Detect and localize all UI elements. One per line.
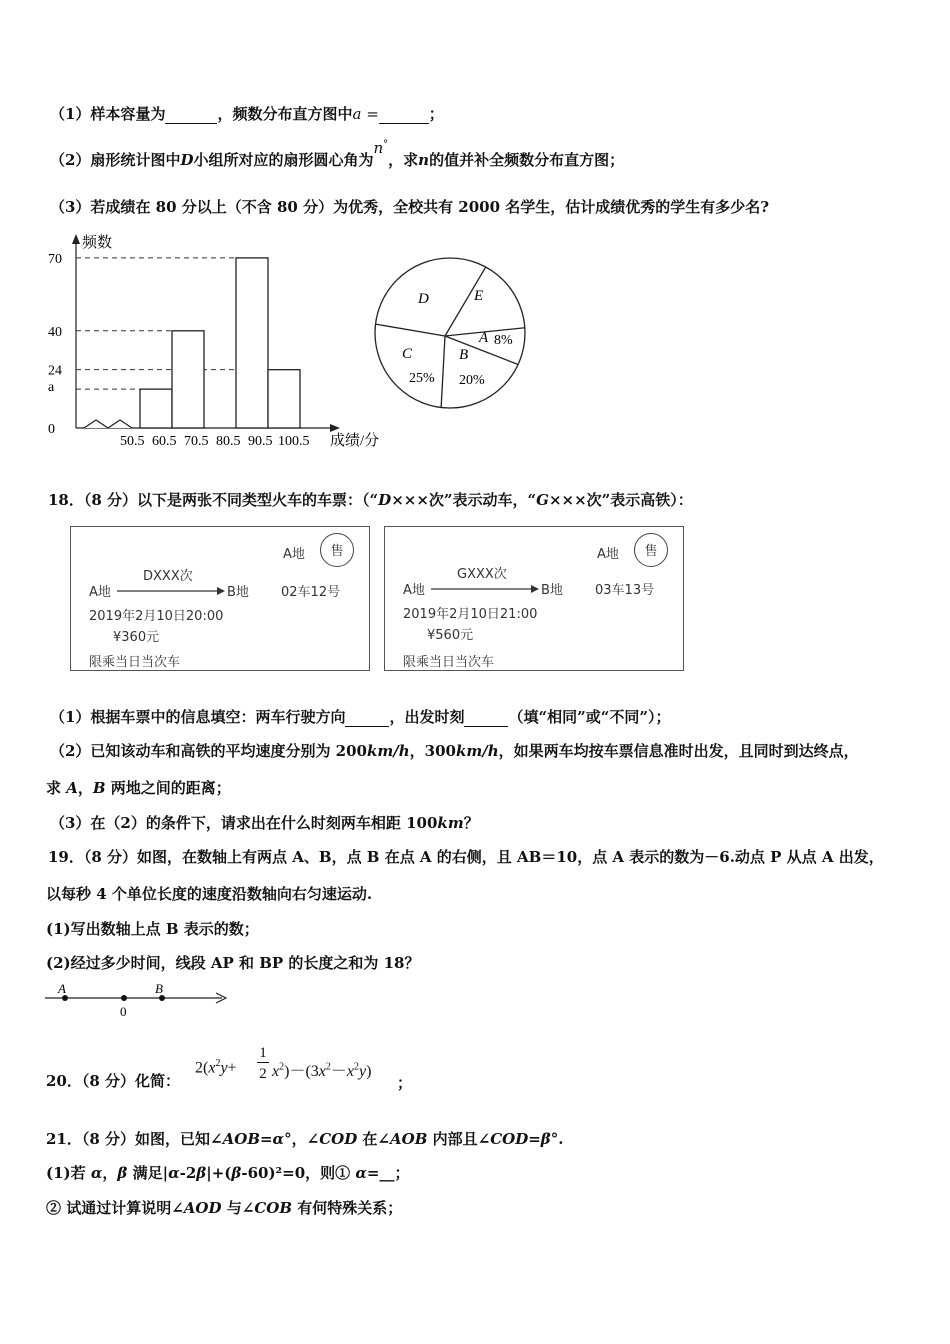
departure-datetime: 2019年2月10日21:00 xyxy=(403,607,538,622)
departure-station: A地 xyxy=(403,583,425,598)
q18-part2-cont: 求 A，B 两地之间的距离； xyxy=(46,779,231,797)
label-b: B xyxy=(155,981,163,996)
pie-percent-label-C: 25% xyxy=(409,371,435,386)
seat-number: 02车12号 xyxy=(281,585,341,600)
train-number: GXXX次 xyxy=(457,567,507,582)
y-tick-label: 0 xyxy=(48,422,55,437)
pie-slice-label-D: D xyxy=(418,291,429,307)
q18-part1: （1）根据车票中的信息填空：两车行驶方向 ，出发时刻 （填“相同”或“不同”）； xyxy=(50,708,671,726)
answer-blank[interactable] xyxy=(379,105,429,124)
fraction: 1 2 xyxy=(257,1044,269,1085)
q21-part1: (1)若 α，β 满足|α-2β|+(β-60)²=0，则① α=__； xyxy=(46,1164,410,1182)
q21-part2: ② 试通过计算说明∠AOD 与∠COB 有何特殊关系； xyxy=(46,1199,403,1217)
x-tick-label: 70.5 xyxy=(184,434,209,449)
pie-slice-edge-C xyxy=(441,336,445,407)
departure-station: A地 xyxy=(89,585,111,600)
train-number: DXXX次 xyxy=(143,569,193,584)
q19-intro-cont: 以每秒 4 个单位长度的速度沿数轴向右匀速运动. xyxy=(46,885,373,903)
q20-tail: ； xyxy=(397,1074,413,1092)
q19-part2: (2)经过多少时间，线段 AP 和 BP 的长度之和为 18？ xyxy=(46,954,420,972)
label-origin: 0 xyxy=(120,1004,127,1019)
x-axis-label: 成绩/分 xyxy=(330,433,380,449)
number-line xyxy=(40,980,240,1024)
x-tick-label: 80.5 xyxy=(216,434,241,449)
pie-slice-label-B: B xyxy=(459,347,469,363)
q19-intro: 19．（8 分）如图，在数轴上有两点 A、B，点 B 在点 A 的右侧，且 AB＝10，点 A 表示的数为－6.动点 P 从点 A 出发， xyxy=(48,848,884,866)
ticket-station: A地 xyxy=(283,547,305,562)
pie-slice-edge-D xyxy=(376,324,445,336)
y-axis-label: 频数 xyxy=(82,235,113,251)
q17-part2: （2）扇形统计图中D小组所对应的扇形圆心角为n°，求n的值并补全频数分布直方图； xyxy=(50,139,625,169)
label-a: A xyxy=(58,981,66,996)
ticket-note: 限乘当日当次车 xyxy=(403,655,495,670)
ticket-station: A地 xyxy=(597,547,619,562)
y-tick-label: a xyxy=(48,380,55,396)
x-tick-label: 50.5 xyxy=(120,434,145,449)
y-tick-label: 40 xyxy=(48,324,62,340)
seat-number: 03车13号 xyxy=(595,583,655,598)
ticket-price: ¥360元 xyxy=(113,630,160,645)
histogram-bar-1 xyxy=(140,389,172,428)
histogram-bar-5 xyxy=(268,370,300,428)
ticket-price: ¥560元 xyxy=(427,628,474,643)
sale-stamp: 售 xyxy=(320,533,354,567)
arrival-station: B地 xyxy=(541,583,563,598)
train-ticket-g xyxy=(384,526,684,671)
q18-part3: （3）在（2）的条件下，请求出在什么时刻两车相距 100km？ xyxy=(50,814,479,832)
x-tick-label: 90.5 xyxy=(248,434,273,449)
q20-label: 20．（8 分）化简： xyxy=(46,1072,181,1090)
direction-arrow xyxy=(115,585,227,597)
departure-datetime: 2019年2月10日20:00 xyxy=(89,609,224,624)
y-tick-label: 70 xyxy=(48,251,62,267)
q17-part1: （1）样本容量为 ，频数分布直方图中a = ； xyxy=(50,105,444,123)
y-tick-label: 24 xyxy=(48,363,62,379)
x-tick-label: 60.5 xyxy=(152,434,177,449)
answer-blank[interactable] xyxy=(464,708,508,727)
ticket-note: 限乘当日当次车 xyxy=(89,655,181,670)
pie-slice-label-E: E xyxy=(474,288,484,304)
q17-part3: （3）若成绩在 80 分以上（不含 80 分）为优秀，全校共有 2000 名学生，估计成绩优秀的学生有多少名? xyxy=(50,198,770,216)
sale-stamp: 售 xyxy=(634,533,668,567)
train-ticket-d xyxy=(70,526,370,671)
histogram-bar-2 xyxy=(172,331,204,428)
histogram-bar-4 xyxy=(236,258,268,428)
answer-blank[interactable] xyxy=(165,105,217,124)
pie-percent-label-A: 8% xyxy=(494,333,513,348)
direction-arrow xyxy=(429,583,541,595)
q18-part2: （2）已知该动车和高铁的平均速度分别为 200km/h，300km/h，如果两车均按车票信息准时出发，且同时到达终点， xyxy=(50,742,859,760)
sector-chart xyxy=(365,248,535,418)
origin-point xyxy=(121,995,127,1001)
q19-part1: (1)写出数轴上点 B 表示的数； xyxy=(46,920,259,938)
x-tick-label: 100.5 xyxy=(278,434,310,449)
pie-slice-label-C: C xyxy=(402,346,413,362)
pie-slice-label-A: A xyxy=(479,330,489,346)
answer-blank[interactable] xyxy=(345,708,389,727)
frequency-histogram xyxy=(40,228,380,458)
q18-intro: 18．（8 分）以下是两张不同类型火车的车票：（“D×××次”表示动车，“G×××次”表示高铁）： xyxy=(48,491,693,509)
q21-intro: 21．（8 分）如图，已知∠AOB=α°，∠COD 在∠AOB 内部且∠COD=β°. xyxy=(46,1130,564,1148)
pie-percent-label-B: 20% xyxy=(459,373,485,388)
arrival-station: B地 xyxy=(227,585,249,600)
